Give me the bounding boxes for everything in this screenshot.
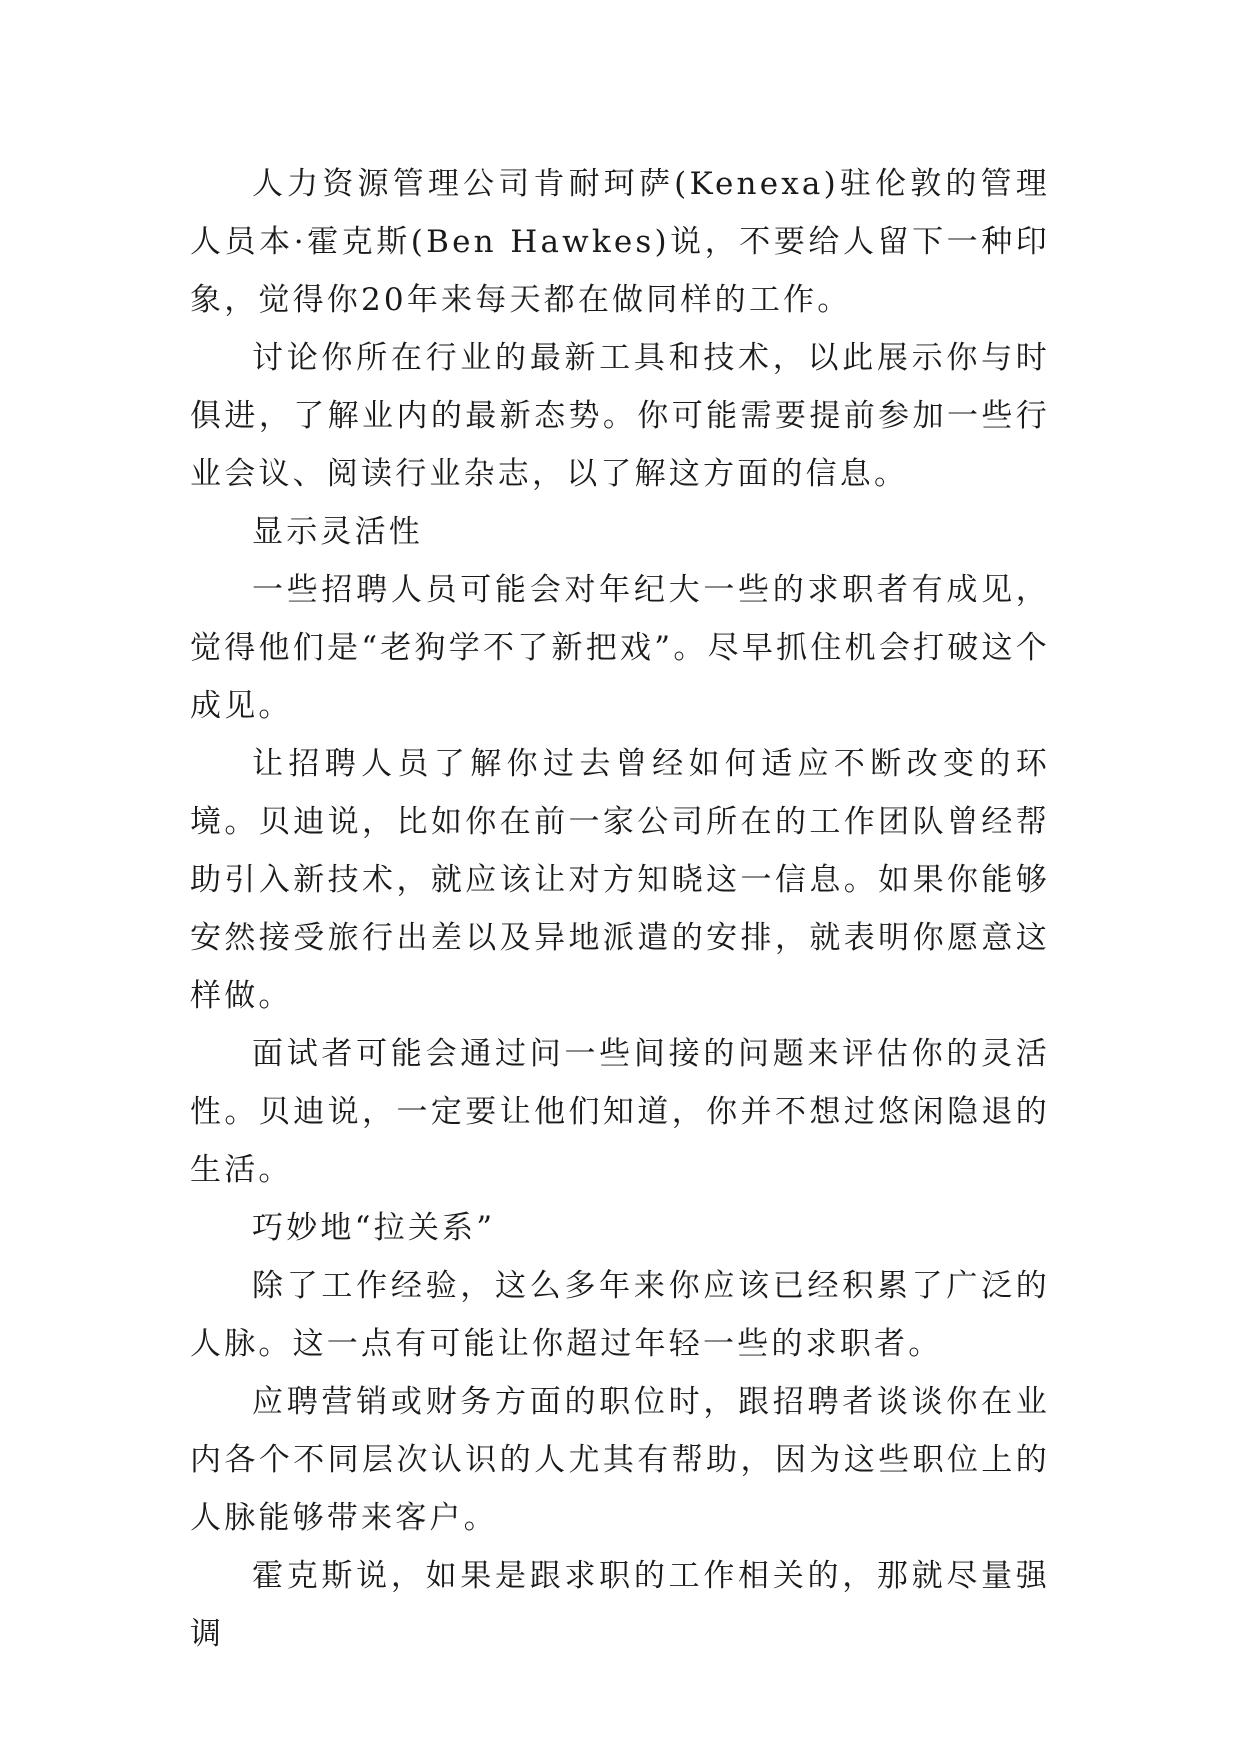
paragraph-network-advantage: 除了工作经验，这么多年来你应该已经积累了广泛的人脉。这一点有可能让你超过年轻一些的求职者。 (190, 1268, 1050, 1362)
paragraph-recruiter-bias: 一些招聘人员可能会对年纪大一些的求职者有成见，觉得他们是“老狗学不了新把戏”。尽早抓住机会打破这个成见。 (190, 572, 1050, 724)
section-heading-flexibility: 显示灵活性 (252, 514, 423, 550)
document-body (190, 155, 1050, 1663)
paragraph-hawkes-emphasis: 霍克斯说，如果是跟求职的工作相关的，那就尽量强调 (190, 1558, 1050, 1652)
paragraph-adapting-to-change: 让招聘人员了解你过去曾经如何适应不断改变的环境。贝迪说，比如你在前一家公司所在的工作团队曾经帮助引入新技术，就应该让对方知晓这一信息。如果你能够安然接受旅行出差以及异地派遣的安排，就表明你愿意这样做。 (190, 746, 1050, 1014)
paragraph-latest-tools: 讨论你所在行业的最新工具和技术，以此展示你与时俱进，了解业内的最新态势。你可能需要提前参加一些行业会议、阅读行业杂志，以了解这方面的信息。 (190, 340, 1050, 492)
paragraph-indirect-questions: 面试者可能会通过问一些间接的问题来评估你的灵活性。贝迪说，一定要让他们知道，你并不想过悠闲隐退的生活。 (190, 1036, 1050, 1188)
paragraph-sales-finance-roles: 应聘营销或财务方面的职位时，跟招聘者谈谈你在业内各个不同层次认识的人尤其有帮助，因为这些职位上的人脉能够带来客户。 (190, 1384, 1050, 1536)
section-heading-networking: 巧妙地“拉关系” (252, 1210, 496, 1246)
paragraph-ben-hawkes-quote: 人力资源管理公司肯耐珂萨(Kenexa)驻伦敦的管理人员本·霍克斯(Ben Hawkes)说，不要给人留下一种印象，觉得你20年来每天都在做同样的工作。 (190, 166, 1050, 318)
